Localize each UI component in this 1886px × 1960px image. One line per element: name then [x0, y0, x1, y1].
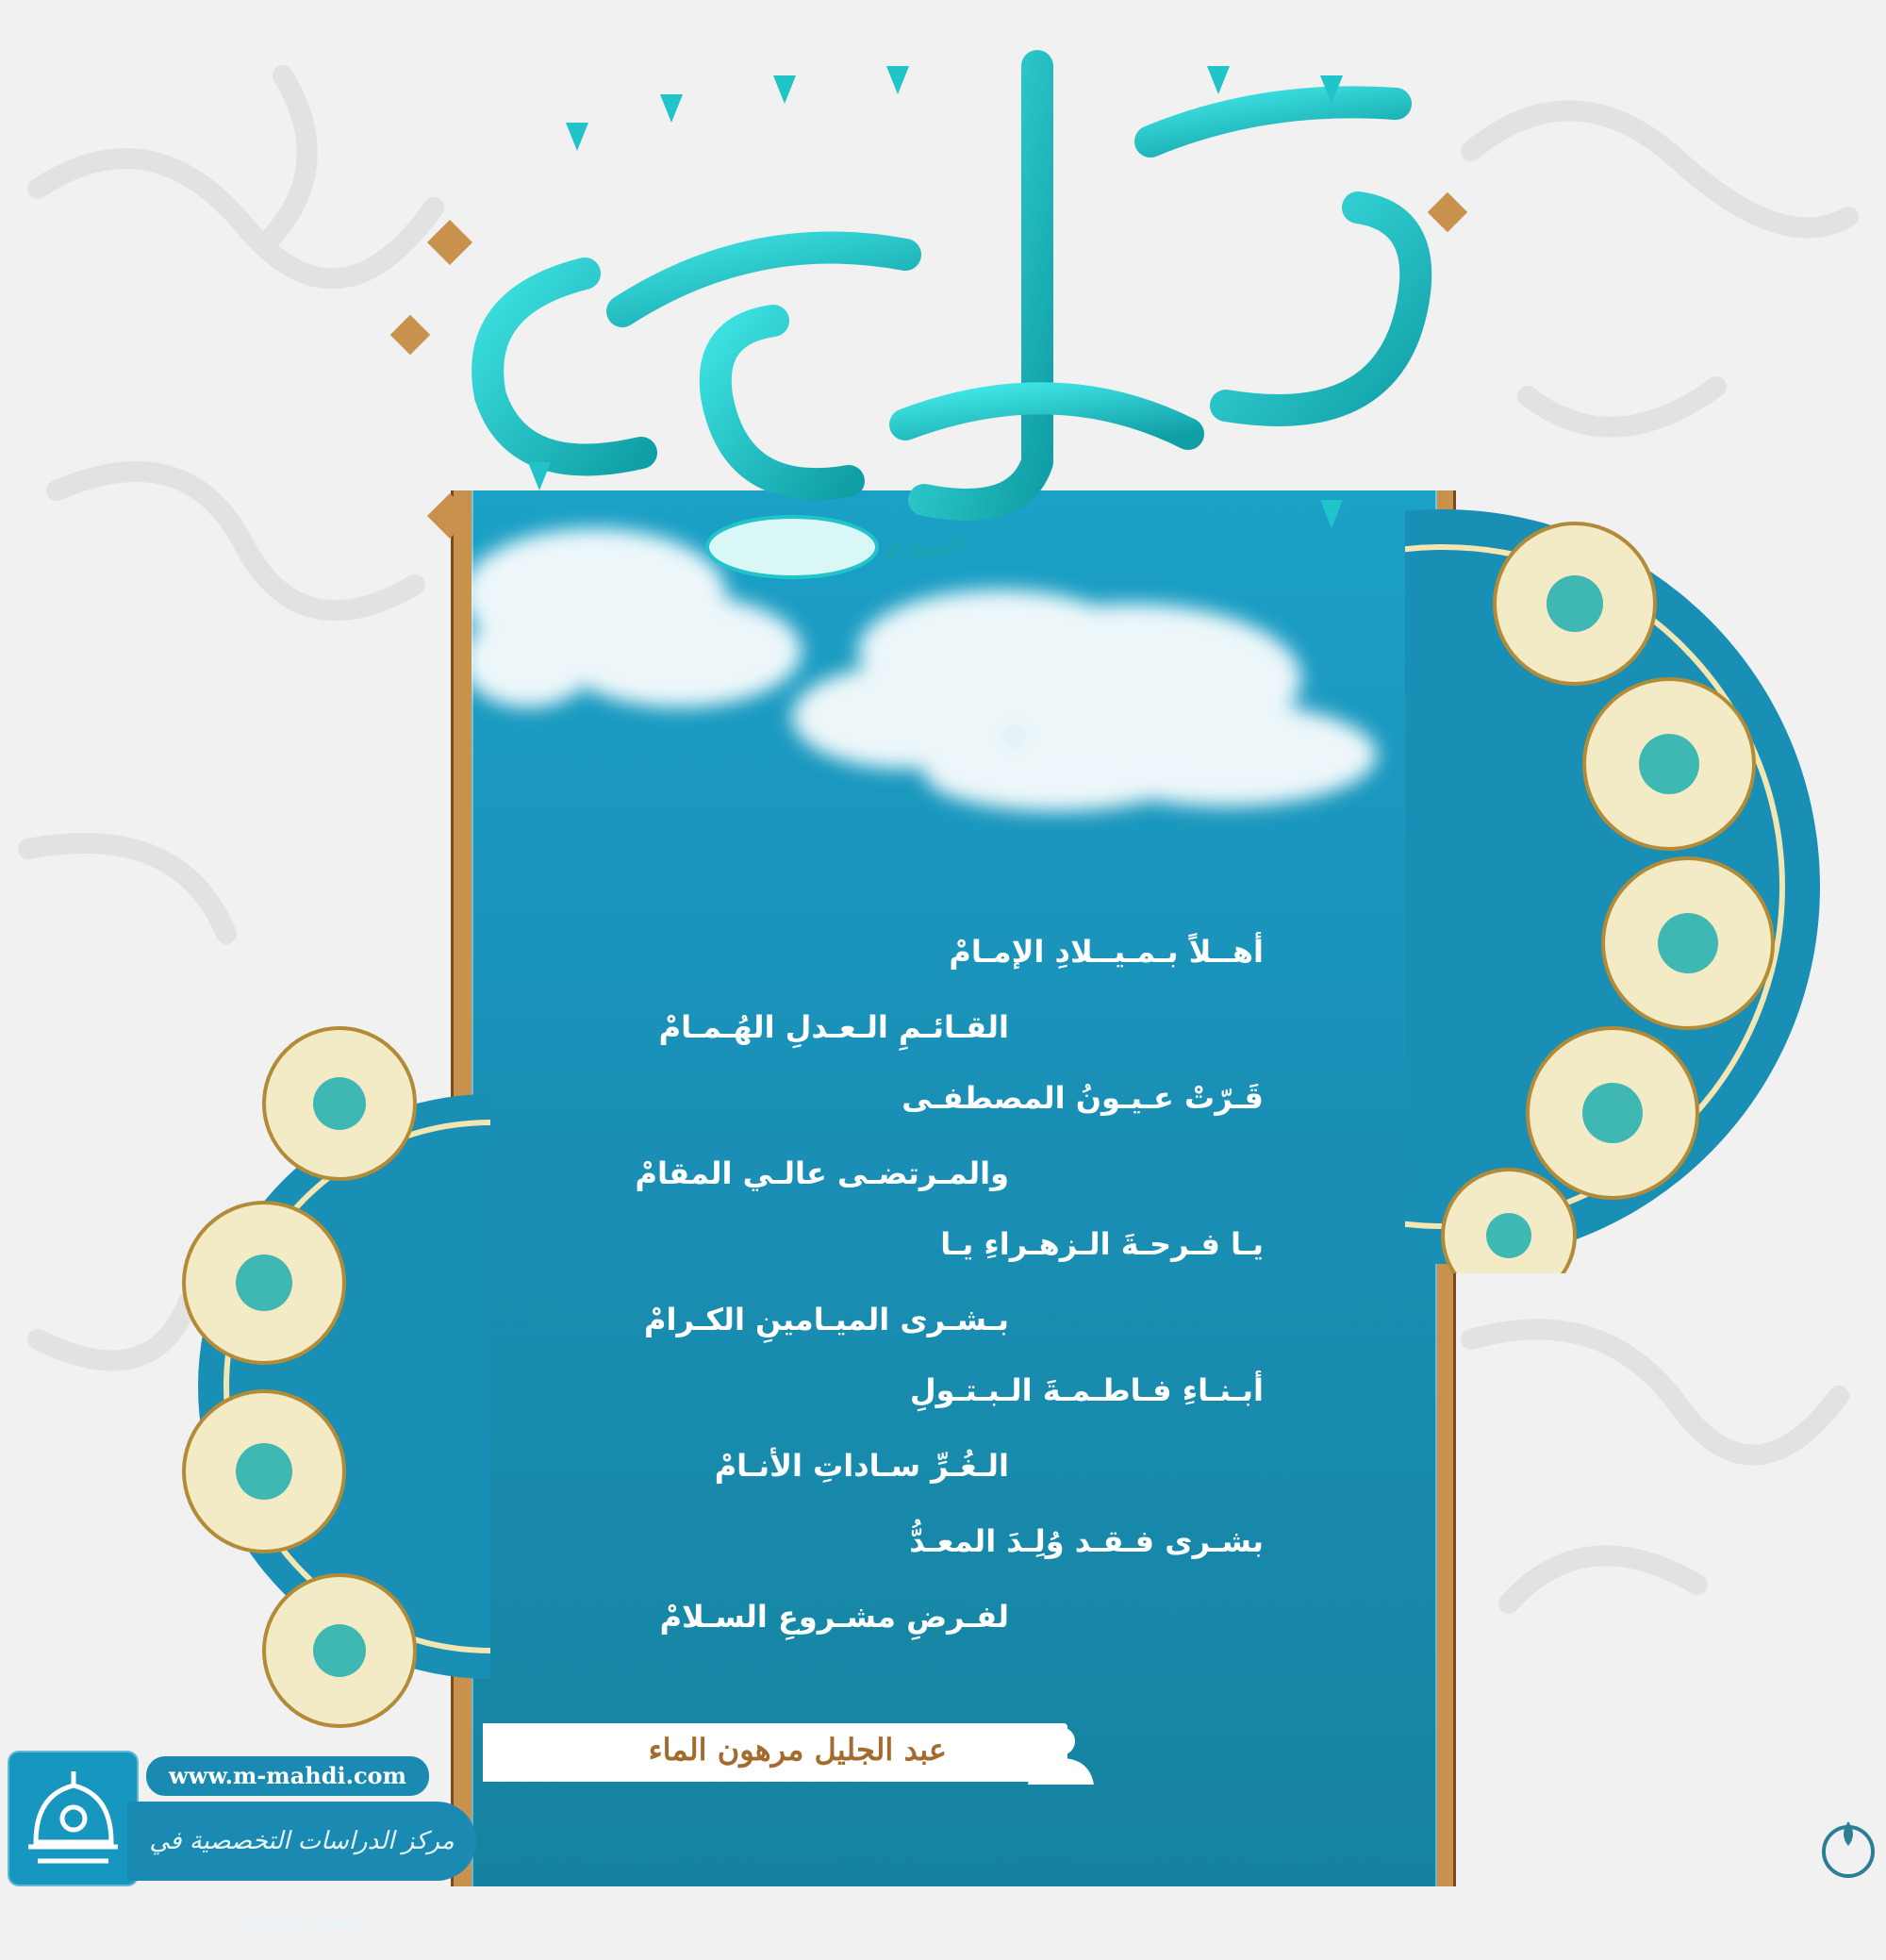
verse-1: أهــلاً بـمـيــلادِ الإمـامْ: [949, 934, 1264, 970]
verse-6: بـشـرى الميـامينِ الكـرامْ: [644, 1302, 1009, 1337]
verse-5: يـا فـرحـةَ الـزهـراءِ يـا: [940, 1226, 1264, 1262]
title-calligraphy: [377, 9, 1565, 594]
mosque-dome-icon: [9, 1752, 137, 1885]
verse-10: لفـرضِ مشـروعِ السـلامْ: [659, 1599, 1009, 1635]
rosette-ornament-right: [1405, 500, 1820, 1273]
center-name: مركز الدراسات التخصصية في الإمام المهدي: [127, 1802, 476, 1881]
verse-3: قَـرّتْ عـيـونُ المصطفـى: [902, 1080, 1264, 1116]
verse-7: أبـنـاءِ فـاطـمـةَ الـبـتـولِ: [909, 1372, 1264, 1408]
verse-9: بشـرى فـقـد وُلِـدَ المعـدُّ: [909, 1523, 1264, 1559]
verse-2: القـائـمِ الـعـدلِ الهُـمـامْ: [658, 1009, 1009, 1045]
rosette-ornament-left: [179, 1000, 490, 1773]
author-bar: [483, 1723, 1067, 1782]
center-logo: [8, 1751, 139, 1886]
author-name: عبد الجليل مرهون الماء: [648, 1732, 947, 1768]
user-silhouette-icon: [1018, 1722, 1103, 1785]
emblem-icon: [1815, 1816, 1881, 1882]
verse-4: والمـرتضـى عالـي المقامْ: [635, 1155, 1009, 1191]
title-sign: [707, 517, 877, 577]
title-subtitle: النيروزي: [885, 530, 964, 557]
website-url[interactable]: www.m-mahdi.com: [146, 1756, 429, 1796]
verse-8: الـغُـرِّ سـاداتِ الأنـامْ: [714, 1448, 1009, 1484]
